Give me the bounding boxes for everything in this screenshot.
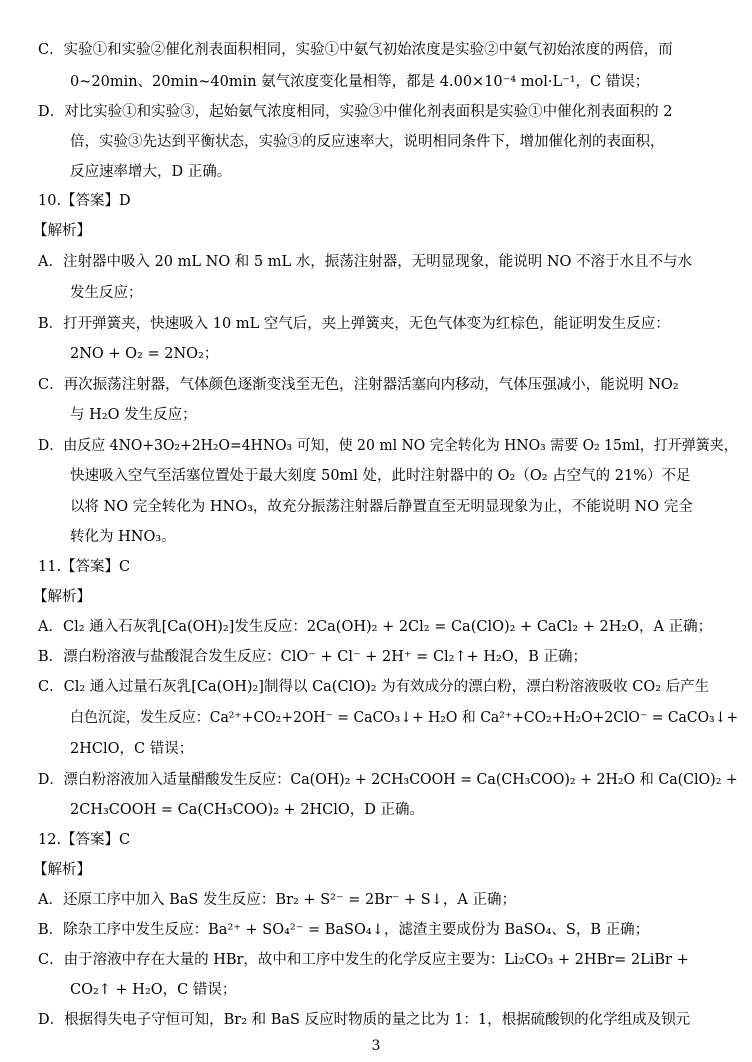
text-line: D．漂白粉溶液加入适量醋酸发生反应：Ca(OH)₂ + 2CH₃COOH = Ca(CH₃COO)₂ + 2H₂O 和 Ca(ClO)₂ +: [38, 772, 738, 788]
text-line: 0~20min、20min~40min 氨气浓度变化量相等，都是 4.00×10⁻⁴ mol·L⁻¹，C 错误；: [70, 74, 650, 90]
text-line: 快速吸入空气至活塞位置处于最大刻度 50ml 处，此时注射器中的 O₂（O₂ 占空气的 21%）不足: [70, 468, 691, 484]
text-line: A．Cl₂ 通入石灰乳[Ca(OH)₂]发生反应：2Ca(OH)₂ + 2Cl₂ = Ca(ClO)₂ + CaCl₂ + 2H₂O，A 正确；: [38, 619, 713, 635]
text-line: 倍，实验③先达到平衡状态，实验③的反应速率大，说明相同条件下，增加催化剂的表面积，: [70, 134, 665, 150]
text-line: B．打开弹簧夹，快速吸入 10 mL 空气后，夹上弹簧夹，无色气体变为红棕色，能证明发生反应：: [38, 316, 670, 332]
text-line: 反应速率增大，D 正确。: [70, 164, 232, 180]
answer-heading: 10.【答案】D: [38, 193, 131, 209]
text-line: D．对比实验①和实验③，起始氨气浓度相同，实验③中催化剂表面积是实验①中催化剂表面积的 2: [38, 104, 673, 120]
text-line: 以将 NO 完全转化为 HNO₃，故充分振荡注射器后静置直至无明显现象为止，不能说明 NO 完全: [70, 499, 693, 515]
text-line: C．再次振荡注射器，气体颜色逐渐变浅至无色，注射器活塞向内移动，气体压强减小，能说明 NO₂: [38, 377, 679, 393]
text-line: 2HClO，C 错误；: [70, 741, 194, 757]
analysis-heading: 【解析】: [33, 223, 91, 239]
answer-heading: 12.【答案】C: [38, 832, 131, 848]
page-number: 3: [371, 1038, 381, 1054]
text-line: CO₂↑ + H₂O，C 错误；: [70, 982, 237, 998]
analysis-heading: 【解析】: [33, 862, 91, 878]
text-line: B．漂白粉溶液与盐酸混合发生反应：ClO⁻ + Cl⁻ + 2H⁺ = Cl₂↑+ H₂O，B 正确；: [38, 649, 588, 665]
text-line: A．注射器中吸入 20 mL NO 和 5 mL 水，振荡注射器，无明显现象，能说明 NO 不溶于水且不与水: [38, 254, 693, 270]
text-line: 2NO + O₂ = 2NO₂；: [70, 346, 219, 362]
text-line: D．根据得失电子守恒可知，Br₂ 和 BaS 反应时物质的量之比为 1：1，根据硫酸钡的化学组成及钡元: [38, 1012, 691, 1028]
text-line: C．由于溶液中存在大量的 HBr，故中和工序中发生的化学反应主要为：Li₂CO₃ + 2HBr= 2LiBr +: [38, 952, 689, 968]
text-line: 与 H₂O 发生反应；: [70, 407, 197, 423]
text-line: C．Cl₂ 通入过量石灰乳[Ca(OH)₂]制得以 Ca(ClO)₂ 为有效成分的漂白粉，漂白粉溶液吸收 CO₂ 后产生: [38, 679, 710, 695]
text-line: A．还原工序中加入 BaS 发生反应：Br₂ + S²⁻ = 2Br⁻ + S↓，A 正确；: [38, 892, 516, 908]
text-line: 白色沉淀，发生反应：Ca²⁺+CO₂+2OH⁻ = CaCO₃↓+ H₂O 和 Ca²⁺+CO₂+H₂O+2ClO⁻ = CaCO₃↓+: [70, 710, 739, 726]
text-line: 转化为 HNO₃。: [70, 529, 176, 545]
text-line: B．除杂工序中发生反应：Ba²⁺ + SO₄²⁻ = BaSO₄↓，滤渣主要成份为 BaSO₄、S，B 正确；: [38, 922, 650, 938]
answer-heading: 11.【答案】C: [38, 559, 131, 575]
text-line: 发生反应；: [70, 285, 143, 301]
text-line: C．实验①和实验②催化剂表面积相同，实验①中氨气初始浓度是实验②中氨气初始浓度的两倍，而: [38, 42, 673, 58]
text-line: D．由反应 4NO+3O₂+2H₂O=4HNO₃ 可知，使 20 ml NO 完全转化为 HNO₃ 需要 O₂ 15ml，打开弹簧夹，: [38, 438, 738, 454]
analysis-heading: 【解析】: [33, 589, 91, 605]
text-line: 2CH₃COOH = Ca(CH₃COO)₂ + 2HClO，D 正确。: [70, 802, 425, 818]
